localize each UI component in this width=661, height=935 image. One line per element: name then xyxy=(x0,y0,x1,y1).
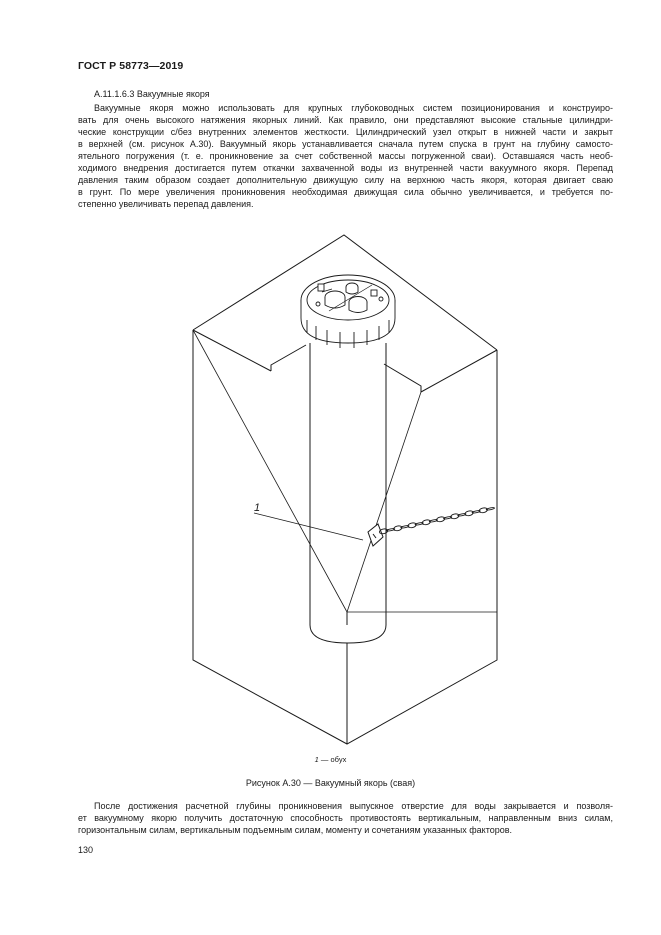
paragraph-line: ческие конструкции с/без внутренних элементов жесткости. Цилиндрический узел открыт в нижней части и закрыт xyxy=(78,127,613,138)
figure-caption: Рисунок А.30 — Вакуумный якорь (свая) xyxy=(245,778,416,788)
legend-number: 1 xyxy=(314,755,319,764)
paragraph-line: степенно увеличивать перепад давления. xyxy=(78,199,254,210)
pile-top-cap xyxy=(301,275,395,348)
paragraph-conclusion xyxy=(78,800,613,836)
page-number: 130 xyxy=(78,845,94,855)
paragraph-line: После достижения расчетной глубины проникновения выпускное отверстие для воды закрывается и позволя- xyxy=(94,801,613,811)
paragraph-line: Вакуумные якоря можно использовать для крупных глубоководных систем позиционирования и конструиро- xyxy=(94,103,613,113)
callout-leader-line xyxy=(254,513,363,540)
section-title: А.11.1.6.3 Вакуумные якоря xyxy=(94,89,210,99)
paragraph-line: ходимого внедрения достигается путем откачки захваченной воды из внутренней части вакуумного якоря. Перепад xyxy=(78,163,613,174)
paragraph-line: в грунт. По мере увеличения проникновения необходимая движущая сила обычно увеличивается, и требуется по- xyxy=(78,187,613,198)
paragraph-line: в верхней (см. рисунок А.30). Вакуумный якорь устанавливается сначала путем спуска в грунт на глубину самосто- xyxy=(78,139,613,150)
callout-number: 1 xyxy=(254,502,261,514)
paragraph-line: горизонтальным силам, вертикальным подъемным силам, моменту и сочетаниям указанных факторов. xyxy=(78,825,513,836)
paragraph-line: вать для очень высокого натяжения якорных линий. Как правило, они представляют высокие стальные цилиндри- xyxy=(78,115,613,126)
chain-link xyxy=(486,507,495,510)
paragraph-line: ет вакуумному якорю получить достаточную способность противостоять вертикальным, направленным вниз силам, xyxy=(78,813,613,824)
soil-surface-edges xyxy=(271,345,421,392)
document-header: ГОСТ Р 58773—2019 xyxy=(78,60,184,72)
suction-pile-cylinder xyxy=(310,343,386,643)
figure-legend xyxy=(0,755,661,764)
soil-block-hidden-edges xyxy=(193,330,497,612)
legend-text: — обух xyxy=(318,755,347,764)
paragraph-line: давления таким образом создает дополнительную движущую силу на верхнюю часть якоря, которая двигает сваю xyxy=(78,175,613,186)
anchor-chain xyxy=(379,507,495,534)
paragraph-line: ятельного погружения (т. е. проникновение за счет собственной массы погруженной сваи). Оставшаяся часть необ- xyxy=(78,151,613,162)
